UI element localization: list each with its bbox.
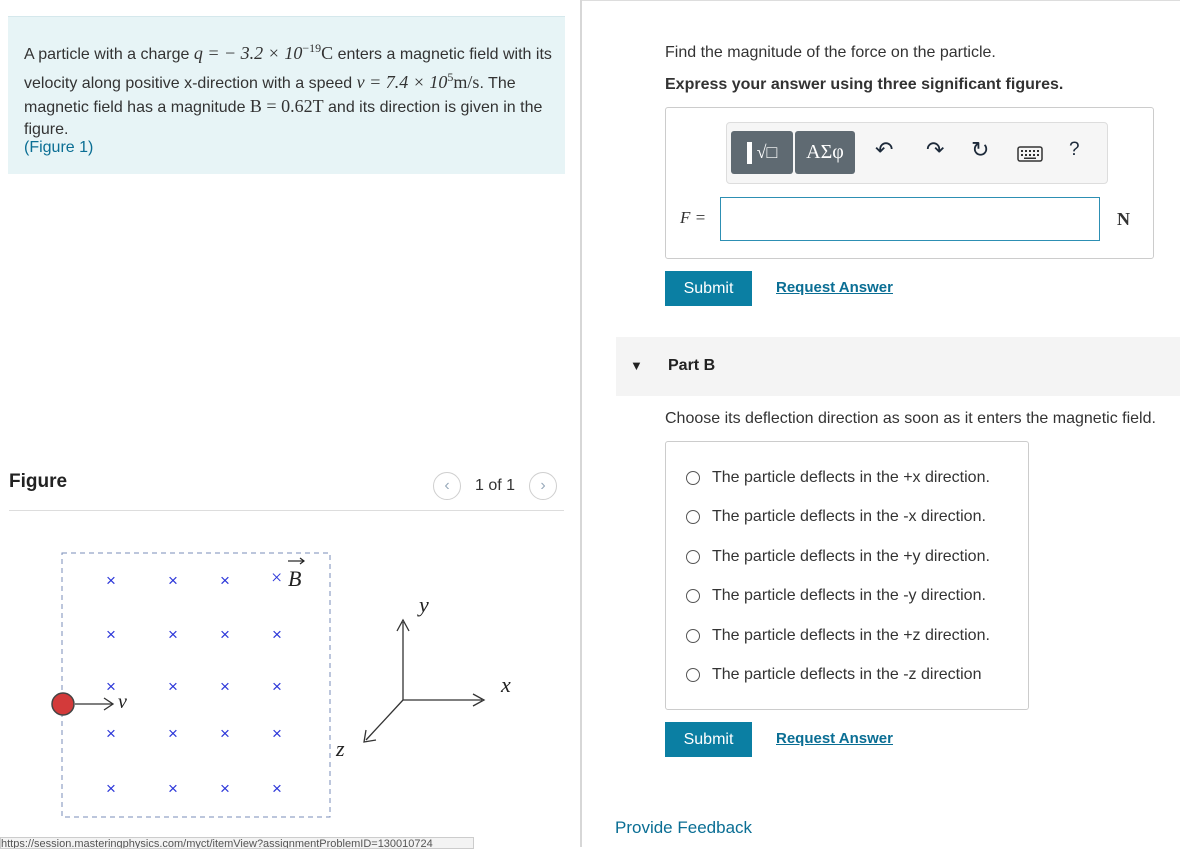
field-cross: × bbox=[168, 571, 178, 590]
template-button[interactable] bbox=[731, 131, 793, 174]
part-a-submit-button[interactable]: Submit bbox=[665, 271, 752, 306]
problem-text-2: enters a magnetic field with its velocity along positive x-direction with a speed bbox=[24, 46, 552, 92]
field-cross: × bbox=[220, 724, 230, 743]
field-cross: × bbox=[220, 625, 230, 644]
problem-text-3: . The magnetic field has a magnitude bbox=[24, 75, 516, 116]
radio-button[interactable] bbox=[686, 550, 700, 564]
field-expression: B = 0.62T bbox=[249, 96, 324, 116]
velocity-label: v bbox=[118, 691, 127, 713]
field-cross: × bbox=[106, 779, 116, 798]
left-panel bbox=[0, 0, 580, 847]
provide-feedback-link[interactable]: Provide Feedback bbox=[615, 818, 753, 837]
y-axis-label: y bbox=[419, 592, 429, 617]
field-cross: × bbox=[168, 625, 178, 644]
part-b-submit-button[interactable]: Submit bbox=[665, 722, 752, 757]
option-plus-z[interactable] bbox=[686, 627, 990, 645]
option-minus-z[interactable] bbox=[686, 666, 981, 684]
undo-icon[interactable]: ↶ bbox=[875, 137, 894, 162]
field-crosses bbox=[106, 571, 282, 798]
greek-button[interactable] bbox=[795, 131, 855, 174]
z-axis-label: z bbox=[336, 736, 345, 761]
right-panel bbox=[582, 0, 1180, 847]
field-cross: × bbox=[220, 571, 230, 590]
force-input[interactable] bbox=[720, 197, 1100, 241]
field-cross: × bbox=[106, 677, 116, 696]
speed-unit: m/s bbox=[453, 72, 480, 92]
chevron-left-icon[interactable]: ‹ bbox=[433, 472, 461, 500]
field-cross: × bbox=[106, 571, 116, 590]
radio-button[interactable] bbox=[686, 471, 700, 485]
field-b-label: B bbox=[288, 566, 302, 591]
option-plus-y[interactable] bbox=[686, 548, 990, 566]
math-toolbar bbox=[726, 122, 1108, 184]
redo-icon[interactable]: ↷ bbox=[926, 137, 945, 162]
part-a-question: Find the magnitude of the force on the particle. bbox=[665, 44, 996, 61]
x-axis-label: x bbox=[501, 672, 511, 697]
greek-label: ΑΣφ bbox=[806, 141, 844, 163]
radio-button[interactable] bbox=[686, 629, 700, 643]
part-b-question: Choose its deflection direction as soon as it enters the magnetic field. bbox=[665, 410, 1156, 427]
problem-text-4: and its direction is given in the figure. bbox=[24, 99, 543, 138]
field-cross-label: × bbox=[271, 567, 283, 589]
radio-button[interactable] bbox=[686, 589, 700, 603]
problem-text bbox=[24, 37, 554, 141]
radio-button[interactable] bbox=[686, 510, 700, 524]
option-minus-y[interactable] bbox=[686, 587, 986, 605]
radio-button[interactable] bbox=[686, 668, 700, 682]
keyboard-icon[interactable] bbox=[1017, 143, 1043, 169]
speed-exponent: 5 bbox=[447, 70, 454, 84]
speed-expression bbox=[357, 72, 480, 92]
field-cross: × bbox=[106, 625, 116, 644]
field-cross: × bbox=[168, 779, 178, 798]
field-cross: × bbox=[272, 724, 282, 743]
option-label: The particle deflects in the +z direction. bbox=[712, 627, 990, 644]
particle bbox=[52, 693, 74, 715]
charge-unit: C bbox=[321, 43, 334, 63]
magnetic-field-figure bbox=[0, 540, 580, 840]
option-plus-x[interactable] bbox=[686, 469, 990, 487]
figure-divider bbox=[9, 510, 564, 511]
problem-text-1: A particle with a charge bbox=[24, 46, 194, 63]
field-cross: × bbox=[272, 677, 282, 696]
charge-value: q = − 3.2 × 10 bbox=[193, 43, 303, 63]
answer-box bbox=[665, 107, 1154, 259]
charge-exponent: −19 bbox=[302, 41, 322, 55]
help-button[interactable]: ? bbox=[1069, 139, 1080, 160]
force-unit: N bbox=[1117, 209, 1130, 229]
field-cross: × bbox=[272, 779, 282, 798]
part-b-label: Part B bbox=[668, 357, 716, 374]
template-label: √□ bbox=[756, 142, 778, 162]
field-cross: × bbox=[106, 724, 116, 743]
figure-link[interactable]: Figure 1 bbox=[29, 139, 89, 156]
field-region bbox=[62, 553, 330, 817]
reset-icon[interactable]: ↻ bbox=[971, 137, 990, 162]
pager-count: 1 of 1 bbox=[475, 477, 516, 494]
figure-pager bbox=[433, 472, 557, 500]
field-cross: × bbox=[220, 779, 230, 798]
option-label: The particle deflects in the -x direction. bbox=[712, 508, 986, 525]
force-label: F = bbox=[680, 208, 707, 227]
field-cross: × bbox=[272, 625, 282, 644]
part-b-header[interactable] bbox=[616, 337, 1180, 396]
figure-link-wrap: (Figure 1) bbox=[24, 139, 94, 156]
field-cross: × bbox=[168, 677, 178, 696]
z-axis bbox=[366, 700, 403, 740]
speed-value: v = 7.4 × 10 bbox=[356, 72, 448, 92]
charge-expression bbox=[194, 43, 333, 63]
option-label: The particle deflects in the -y direction. bbox=[712, 587, 986, 604]
status-url: https://session.masteringphysics.com/myct/itemView?assignmentProblemID=130010724 bbox=[0, 837, 474, 849]
chevron-right-icon[interactable]: › bbox=[529, 472, 557, 500]
option-label: The particle deflects in the -z direction bbox=[712, 666, 982, 683]
field-cross: × bbox=[168, 724, 178, 743]
part-a-request-answer-link[interactable]: Request Answer bbox=[776, 279, 893, 296]
caret-down-icon: ▼ bbox=[630, 358, 643, 373]
option-label: The particle deflects in the +y direction. bbox=[712, 548, 990, 565]
figure-title: Figure bbox=[9, 471, 68, 492]
part-b-request-answer-link[interactable]: Request Answer bbox=[776, 730, 893, 747]
options-box bbox=[665, 441, 1029, 710]
problem-statement bbox=[8, 16, 565, 174]
part-a-instruction: Express your answer using three significant figures. bbox=[665, 76, 1064, 93]
option-label: The particle deflects in the +x direction. bbox=[712, 469, 990, 486]
field-cross: × bbox=[220, 677, 230, 696]
option-minus-x[interactable] bbox=[686, 508, 986, 526]
